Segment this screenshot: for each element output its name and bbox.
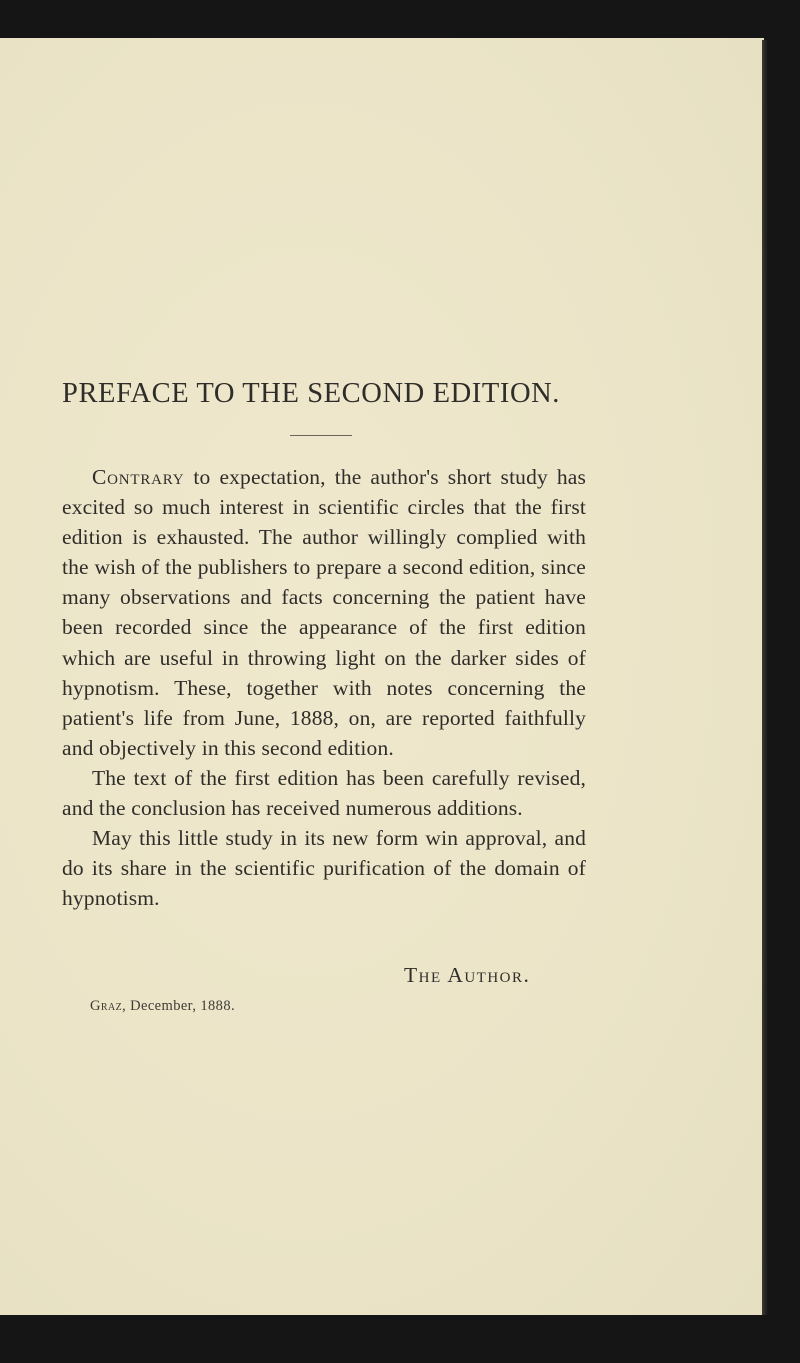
dateline: [90, 998, 235, 1015]
author-signature: The Author.: [404, 963, 531, 987]
paragraph-1: [62, 462, 586, 763]
paragraph-2: [62, 763, 586, 823]
paragraph-text: May this little study in its new form win approval, and do its share in the scientific purification of the domain of hypnotism.: [62, 826, 586, 911]
dateline-date: December, 1888.: [126, 998, 236, 1014]
title-divider: [290, 435, 352, 436]
book-page: [0, 38, 764, 1315]
paragraph-lead-word: Contrary: [92, 465, 185, 489]
preface-body: [62, 462, 586, 913]
paragraph-text: to expectation, the author's short study has excited so much interest in scientific circles that the first edition is exhausted. The author willingly complied with the wish of the publishers to prepare a second edition, since many observations and facts concerning the patient have been recorded since the appearance of the first edition which are useful in throwing light on the darker sides of hypnotism. These, together with notes concerning the patient's life from June, 1888, on, are reported faithfully and objectively in this second edition.: [62, 465, 586, 760]
paragraph-3: [62, 823, 586, 913]
page-edge-shadow: [762, 40, 768, 1315]
dateline-place: Graz,: [90, 998, 127, 1014]
page-title: PREFACE TO THE SECOND EDITION.: [62, 378, 561, 409]
paragraph-text: The text of the first edition has been carefully revised, and the conclusion has received numerous additions.: [62, 765, 586, 821]
